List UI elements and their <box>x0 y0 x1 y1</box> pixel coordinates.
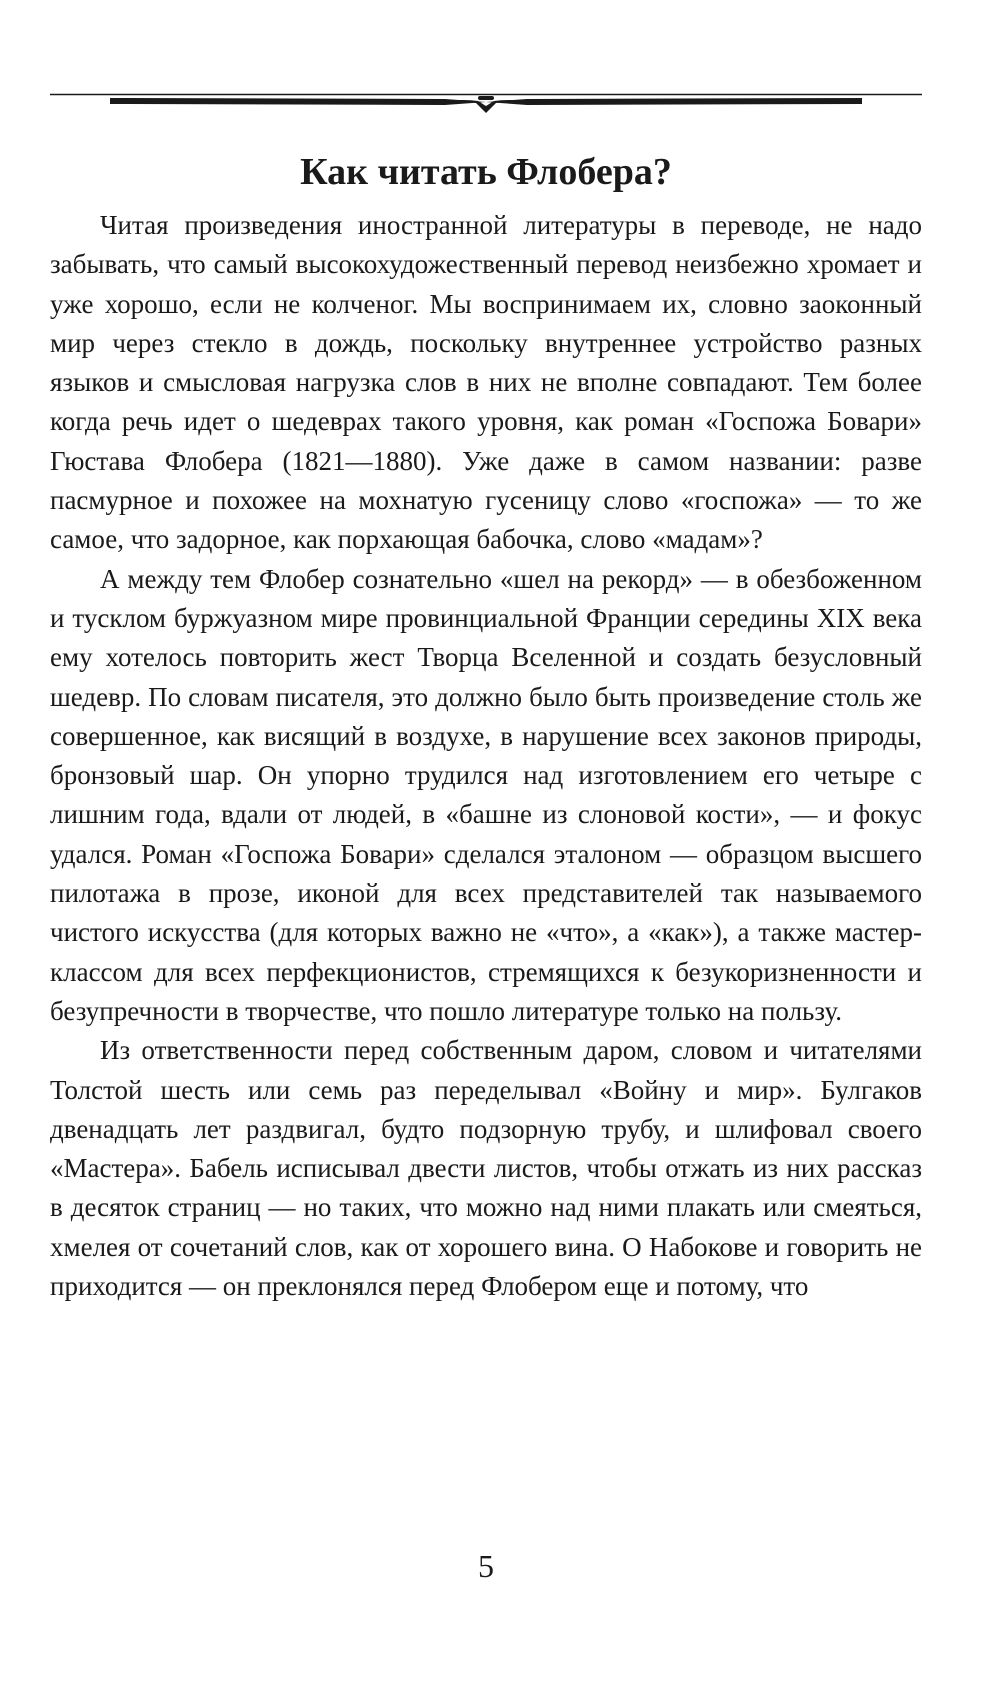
body-text <box>50 206 922 1306</box>
paragraph: Читая произведения иностранной литературы в переводе, не надо забывать, что самый высокохудожественный перевод неизбежно хромает и уже хорошо, если не колченог. Мы воспринимаем их, словно заоконный мир через стекло в дождь, поскольку внутреннее устройство разных языков и смысловая нагрузка слов в них не вполне совпадают. Тем более когда речь идет о шедеврах такого уровня, как роман «Госпожа Бовари» Гюстава Флобера (1821—1880). Уже даже в самом названии: разве пасмурное и похожее на мохнатую гусеницу слово «госпожа» — то же самое, что задорное, как порхающая бабочка, слово «мадам»? <box>50 210 922 555</box>
page-number: 5 <box>478 1548 494 1584</box>
paragraph: А между тем Флобер сознательно «шел на рекорд» — в обезбоженном и тусклом буржуазном мире провинциальной Франции середины XIX века ему хотелось повторить жест Творца Вселенной и создать безусловный шедевр. По словам писателя, это должно было быть произведение столь же совершенное, как висящий в воздухе, в нарушение всех законов природы, бронзовый шар. Он упорно трудился над изготовлением его четыре с лишним года, вдали от людей, в «башне из слоновой кости», — и фокус удался. Роман «Госпожа Бовари» сделался эталоном — образцом высшего пилотажа в прозе, иконой для всех представителей так называемого чистого искусства (для которых важно не «что», а «как»), а также мастер-классом для всех перфекционистов, стремящихся к безукоризненности и безупречности в творчестве, что пошло литературе только на пользу. <box>50 563 922 1026</box>
paragraph: Из ответственности перед собственным даром, словом и читателями Толстой шесть или семь раз переделывал «Войну и мир». Булгаков двенадцать лет раздвигал, будто подзорную трубу, и шлифовал своего «Мастера». Бабель исписывал двести листов, чтобы отжать из них рассказ в десяток страниц — но таких, что можно над ними плакать или смеяться, хмелея от сочетаний слов, как от хорошего вина. О Набокове и говорить не приходится — он преклонялся перед Флобером еще и потому, что <box>50 1035 922 1302</box>
chapter-title: Как читать Флобера? <box>300 151 672 193</box>
decorative-rule-ornament-icon <box>50 92 922 116</box>
